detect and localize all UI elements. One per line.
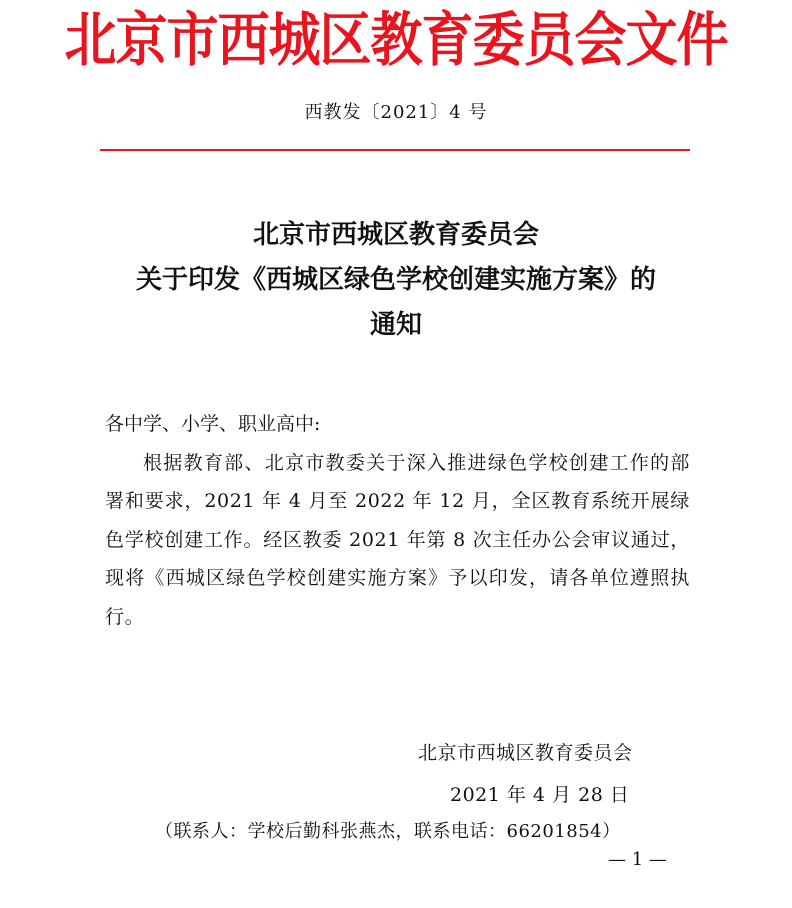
notice-title-line-2: 关于印发《西城区绿色学校创建实施方案》的 — [135, 265, 656, 295]
signature-date: 2021 年 4 月 28 日 — [450, 784, 630, 806]
contact-info: （联系人：学校后勤科张燕杰，联系电话：66201854） — [155, 821, 621, 842]
notice-title — [0, 213, 792, 348]
salutation: 各中学、小学、职业高中: — [105, 413, 321, 435]
red-divider-line — [100, 149, 690, 151]
document-header-title: 北京市西城区教育委员会文件 — [64, 7, 728, 75]
signature-org: 北京市西城区教育委员会 — [418, 742, 633, 764]
notice-body — [105, 405, 690, 636]
page-number: — 1 — — [608, 849, 667, 870]
body-paragraph: 根据教育部、北京市教委关于深入推进绿色学校创建工作的部署和要求，2021 年 4 月至 2022 年 12 月，全区教育系统开展绿色学校创建工作。经区教委 2021 年第 8 次主任办公会审议通过，现将《西城区绿色学校创建实施方案》予以印发，请各单位遵照执行。 — [105, 451, 690, 628]
document-number: 西教发〔2021〕4 号 — [304, 102, 488, 123]
notice-title-line-1: 北京市西城区教育委员会 — [252, 220, 539, 250]
notice-title-line-3: 通知 — [369, 310, 422, 340]
